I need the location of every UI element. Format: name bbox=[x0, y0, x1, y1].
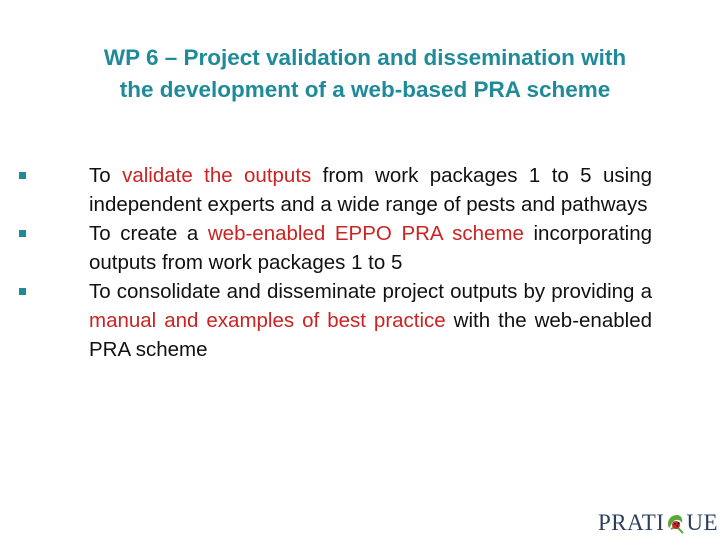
square-bullet-icon bbox=[19, 172, 26, 179]
ladybird-leaf-q-icon bbox=[665, 512, 685, 534]
bullet-highlight: web-enabled EPPO PRA scheme bbox=[207, 222, 524, 245]
logo-text-left: PRATI bbox=[598, 510, 665, 535]
bullet-highlight: manual and examples of best practice bbox=[89, 309, 446, 332]
bullet-text: incorporating outputs from work packages 1 to 5 bbox=[89, 222, 653, 274]
bullet-highlight: validate the outputs bbox=[122, 164, 312, 187]
bullet-text: from work packages 1 to 5 using independent experts and a wide range of pests and pathways bbox=[89, 164, 652, 216]
bullet-text: To consolidate and disseminate project outputs by providing a bbox=[89, 280, 652, 303]
bullet-text: with the web-enabled PRA scheme bbox=[89, 309, 652, 361]
bullet-item bbox=[89, 161, 652, 219]
slide-title bbox=[20, 42, 710, 106]
slide-title-line-1: WP 6 – Project validation and dissemination with bbox=[103, 45, 627, 70]
square-bullet-icon bbox=[19, 230, 26, 237]
bullet-item bbox=[89, 277, 652, 364]
square-bullet-icon bbox=[19, 288, 26, 295]
bullet-text: To bbox=[89, 164, 123, 187]
slide-title-line-2: the development of a web-based PRA scheme bbox=[119, 77, 611, 102]
pratique-logo bbox=[598, 508, 718, 538]
bullet-item bbox=[89, 219, 652, 277]
bullet-text: To create a bbox=[89, 222, 208, 245]
bullet-list bbox=[89, 161, 652, 364]
logo-text-right: UE bbox=[686, 510, 719, 535]
